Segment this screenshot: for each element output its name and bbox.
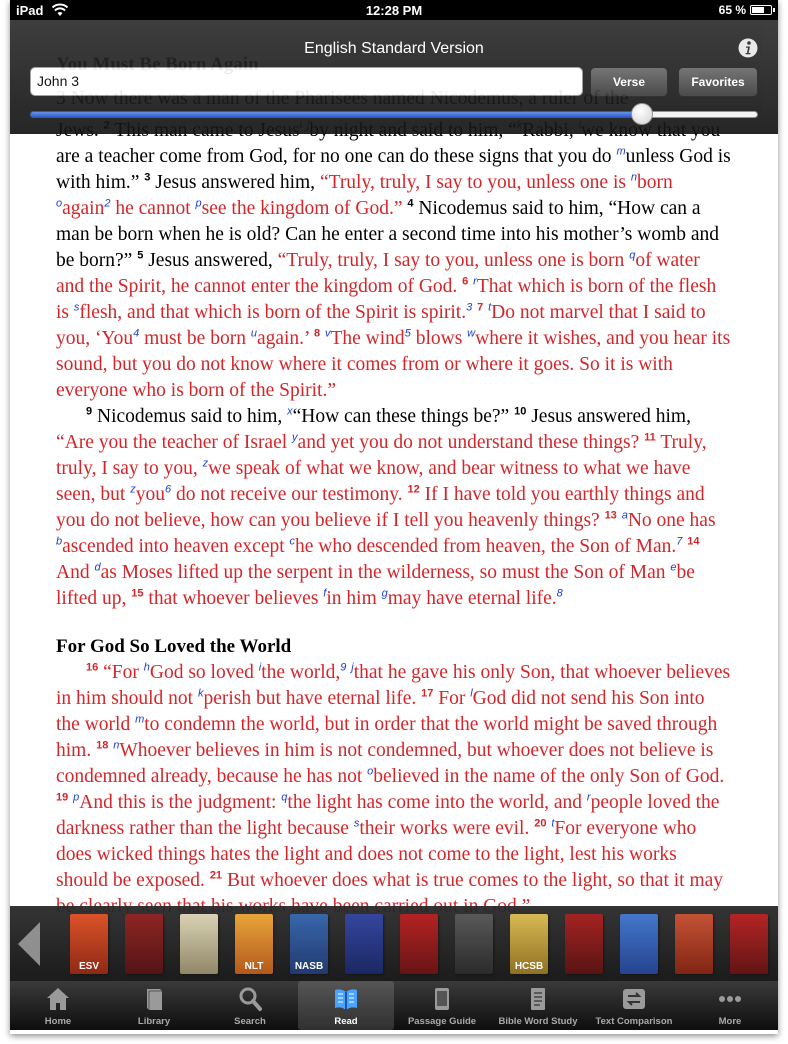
home-icon [44, 985, 72, 1013]
shelf-book[interactable] [345, 914, 383, 974]
shelf-book[interactable] [455, 914, 493, 974]
tab-library-label: Library [137, 1016, 171, 1027]
paragraph-3: $^{16}$ “For $^h$God so loved $^i$the world,$^9$ $^j$that he gave his only Son, that whoever believes in him should not $^k$perish but have eternal life. $^{17}$ For $^l$God did not send his Son into the world $^m$to condemn the world, but in order that the world might be saved through him. $^{18}$ $^n$Whoever believes in him is not condemned, but whoever does not believe is condemned already, because he has not $^o$believed in the name of the only Son of God. $^{19}$ $^p$And this is the judgment: $^q$the light has come into the world, and $^r$people loved the darkness rather than the light because $^s$their works were evil. $^{20}$ $^t$For everyone who does wicked things hates the light and does not come to the light, lest his works should be exposed. $^{21}$ But whoever does what is true comes to the light, so that it may [56, 661, 731, 891]
paragraph-1: are a teacher come from God, for no one can do these signs that you do $^m$unless God is with him.” $^3$ Jesus answered him, “Truly, truly, I say to you, unless one is $^n$born $^o$again$^2$ he cannot $^p$see the kingdom of God.” $^4$ Nicodemus said to him, “How can a man be born when he is old? Can he enter a second time into his mother’s womb and be born?” $^5$ Jesus answered, “Truly, truly, I say to you, unless one is born $^q$of water and the Spirit, he cannot enter the kingdom of God. $^6$ $^r$That which is born of the flesh is $^s$flesh, and that which is born of the Spirit is spirit.$^3$ $^7$ $^t$Do not marvel that I said to you, ‘You$^4$ must be born $^u$again.’ $^8$ $^v$The wind$^5$ blows $^w$where it wishes, and you hear its sound, but you do not know where it comes from or where it goes. So it is with everyone who is born of the Spirit.” [56, 145, 731, 401]
status-bar [10, 0, 778, 20]
navigation-header [10, 20, 778, 134]
reference-input[interactable]: John 3 [30, 67, 583, 96]
tab-text-comparison-label: Text Comparison [595, 1016, 673, 1027]
shelf-book-label: ESV [78, 961, 99, 972]
tab-library[interactable] [106, 981, 202, 1030]
shelf-book[interactable] [180, 914, 218, 974]
favorites-button[interactable]: Favorites [678, 67, 758, 97]
read-icon [332, 985, 360, 1013]
shelf-book[interactable] [675, 914, 713, 974]
device-name: iPad [16, 3, 44, 18]
battery-percent: 65 % [718, 3, 746, 17]
library-icon [140, 985, 168, 1013]
shelf-book-label: NLT [244, 961, 264, 972]
tab-search[interactable] [202, 981, 298, 1030]
word-study-icon [524, 985, 552, 1013]
section-heading-2: For God So Loved the World [56, 636, 292, 657]
slider-fill [30, 111, 642, 118]
library-shelf [10, 906, 778, 981]
tab-home[interactable] [10, 981, 106, 1030]
search-icon [236, 985, 264, 1013]
tab-read-label: Read [334, 1016, 358, 1027]
battery-icon [750, 5, 772, 15]
shelf-book[interactable] [730, 914, 768, 974]
tab-passage-guide[interactable] [394, 981, 490, 1030]
shelf-book[interactable] [235, 914, 273, 974]
tab-more[interactable] [682, 981, 778, 1030]
shelf-book[interactable] [400, 914, 438, 974]
slider-thumb[interactable] [631, 103, 653, 125]
more-icon [716, 985, 744, 1013]
bible-text[interactable] [10, 20, 778, 906]
shelf-book[interactable] [70, 914, 108, 974]
version-title: English Standard Version [304, 40, 484, 57]
tab-text-comparison[interactable] [586, 981, 682, 1030]
text-comparison-icon [620, 985, 648, 1013]
shelf-book[interactable] [565, 914, 603, 974]
clock: 12:28 PM [365, 3, 423, 18]
info-icon[interactable] [738, 38, 758, 58]
passage-guide-icon [428, 985, 456, 1013]
paragraph-2: $^9$ Nicodemus said to him, $^x$“How can these things be?” $^{10}$ Jesus answered him, “Are you the teacher of Israel $^y$and yet you do not understand these things? $^{11}$ Truly, truly, I say to you, $^z$we speak of what we know, and bear witness to what we have seen, but $^z$you$^6$ do not receive our testimony. $^{12}$ If I have told you earthly things and you do not believe, how can you believe if I tell you heavenly things? $^{13}$ $^a$No one has $^b$ascended into heaven except $^c$he who descended from heaven, the Son of Man.$^7$ $^{14}$ And $^d$as Moses lifted up the serpent in the wilderness, so must the Son of Man $^e$be lifted up, $^{15}$ that whoever believes $^f$in him $^g$may have eternal life.$^8$ [56, 405, 716, 609]
tab-passage-guide-label: Passage Guide [407, 1016, 477, 1027]
tab-home-label: Home [44, 1016, 72, 1027]
shelf-book[interactable] [290, 914, 328, 974]
tab-more-label: More [718, 1016, 742, 1027]
shelf-book[interactable] [510, 914, 548, 974]
tab-search-label: Search [234, 1016, 266, 1027]
shelf-book-label: NASB [294, 961, 324, 972]
ipad-screen [10, 0, 778, 1034]
position-slider[interactable] [30, 109, 758, 119]
shelf-book-label: HCSB [514, 961, 544, 972]
tab-word-study-label: Bible Word Study [498, 1016, 578, 1027]
tab-word-study[interactable] [490, 981, 586, 1030]
shelf-book[interactable] [125, 914, 163, 974]
tab-read[interactable] [298, 981, 394, 1030]
shelf-book[interactable] [620, 914, 658, 974]
verse-button[interactable]: Verse [590, 67, 668, 97]
tab-bar [10, 981, 778, 1030]
shelf-prev-arrow-icon[interactable] [16, 920, 42, 968]
